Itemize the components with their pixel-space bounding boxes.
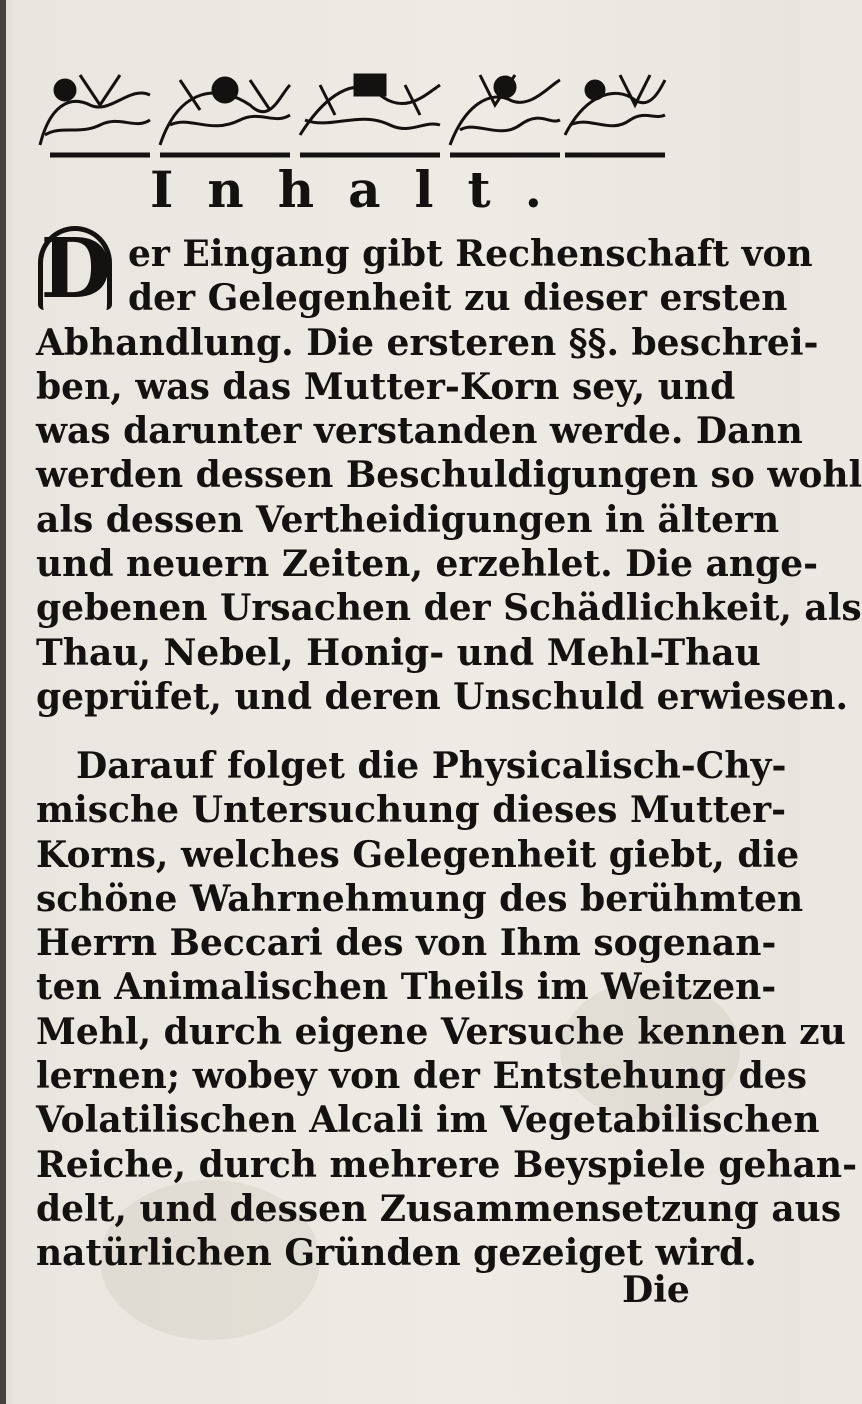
catchword: Die <box>622 1269 690 1311</box>
text-line: geprüfet, und deren Unschuld erwiesen. <box>36 675 848 718</box>
paragraph-2 <box>36 744 858 1276</box>
text-line: Abhandlung. Die ersteren §§. beschrei- <box>36 321 819 364</box>
text-line: schöne Wahrnehmung des berühmten <box>36 877 804 920</box>
page-title: Inhalt. <box>150 160 576 219</box>
text-line: werden dessen Beschuldigungen so wohl <box>36 454 862 497</box>
text-line: ten Animalischen Theils im Weitzen- <box>36 966 777 1009</box>
text-line: als dessen Vertheidigungen in ältern <box>36 498 780 541</box>
text-line: Reiche, durch mehrere Beyspiele gehan- <box>36 1143 858 1186</box>
paragraph-1 <box>36 232 862 719</box>
text-line: ben, was das Mutter-Korn sey, und <box>36 365 736 408</box>
initial-letter: D <box>40 221 112 317</box>
text-line: Herrn Beccari des von Ihm sogenan- <box>36 922 777 965</box>
text-line: Mehl, durch eigene Versuche kennen zu <box>36 1010 846 1053</box>
text-line: Darauf folget die Physicalisch-Chy- <box>76 745 787 787</box>
text-line: und neuern Zeiten, erzehlet. Die ange- <box>36 543 819 586</box>
ornamental-headpiece <box>30 55 670 155</box>
text-line: Korns, welches Gelegenheit giebt, die <box>36 833 800 876</box>
text-line: mische Untersuchung dieses Mutter- <box>36 789 787 832</box>
text-line: der Gelegenheit zu dieser ersten <box>128 277 788 320</box>
text-line: er Eingang gibt Rechenschaft von <box>128 233 813 275</box>
text-line: delt, und dessen Zusammensetzung aus <box>36 1187 842 1230</box>
text-line: Thau, Nebel, Honig- und Mehl-Thau <box>36 631 761 674</box>
text-line: lernen; wobey von der Entstehung des <box>36 1055 807 1098</box>
text-line: Volatilischen Alcali im Vegetabilischen <box>36 1099 820 1142</box>
binding-edge <box>0 0 6 1404</box>
text-line: gebenen Ursachen der Schädlichkeit, als <box>36 587 862 630</box>
text-line: natürlichen Gründen gezeiget wird. <box>36 1232 757 1275</box>
text-line: was darunter verstanden werde. Dann <box>36 410 803 453</box>
